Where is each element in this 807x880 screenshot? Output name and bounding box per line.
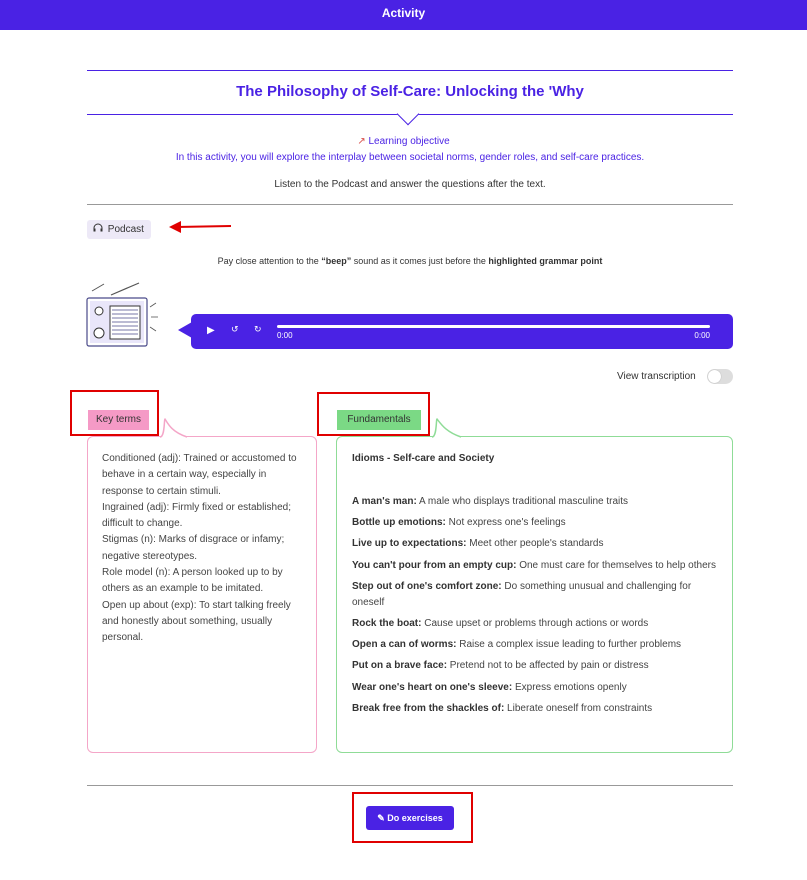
time-total: 0:00	[694, 331, 710, 340]
forward-icon[interactable]: ↻	[254, 324, 262, 334]
fundamentals-term: Break free from the shackles of:	[352, 702, 505, 714]
fundamentals-definition: Cause upset or problems through actions or words	[421, 617, 649, 629]
fundamentals-definition: Raise a complex issue leading to further problems	[456, 639, 682, 651]
rewind-icon[interactable]: ↺	[231, 324, 239, 334]
fundamentals-definition: Liberate oneself from constraints	[504, 702, 653, 714]
podcast-tab-label: Podcast	[107, 224, 144, 235]
edit-icon: ✎	[377, 813, 385, 823]
radio-illustration	[84, 281, 164, 351]
fundamentals-item	[352, 494, 722, 510]
divider-bottom	[87, 785, 733, 786]
top-bar-title: Activity	[381, 6, 426, 20]
fundamentals-definition: Pretend not to be affected by pain or distress	[447, 660, 649, 672]
fundamentals-item	[352, 579, 722, 611]
fundamentals-term: A man's man:	[352, 496, 417, 507]
instruction-text: Listen to the Podcast and answer the questions after the text.	[274, 179, 546, 190]
fundamentals-card	[336, 436, 733, 753]
view-transcription-label: View transcription	[617, 371, 696, 382]
fundamentals-term: Step out of one's comfort zone:	[352, 580, 502, 592]
audio-player	[191, 314, 733, 349]
fundamentals-term: Open a can of worms:	[352, 639, 457, 651]
fundamentals-term: You can't pour from an empty cup:	[352, 559, 517, 571]
key-terms-notch	[160, 418, 188, 438]
fundamentals-heading: Idioms - Self-care and Society	[352, 453, 495, 464]
learning-objective-label-text: Learning objective	[368, 136, 450, 147]
progress-track[interactable]	[277, 325, 710, 328]
toggle-knob	[708, 370, 721, 383]
fundamentals-item	[352, 515, 722, 531]
key-terms-text: Conditioned (adj): Trained or accustomed to behave in a certain way, especially in response to certain stimuli. Ingrained (adj): Firmly fixed or established; difficult to change. Stigmas (n): Marks of disgrace or infamy; negative stereotypes. Role model (n): A person looked up to by others as an example to be imitated. Open up about (exp): To start talking freely and honestly about something, usually personal.	[102, 453, 297, 644]
beep-note-beep: “beep”	[321, 256, 352, 266]
player-tip	[178, 322, 192, 338]
learning-objective-label	[0, 136, 807, 147]
fundamentals-term: Put on a brave face:	[352, 660, 448, 672]
beep-note-mid: sound as it comes just before the	[351, 256, 489, 266]
fundamentals-item	[352, 536, 722, 552]
rocket-icon: ↗	[357, 136, 366, 147]
divider-top	[87, 204, 733, 205]
beep-note	[0, 256, 807, 266]
fundamentals-term: Wear one's heart on one's sleeve:	[352, 681, 513, 693]
fundamentals-item	[352, 637, 722, 653]
headphones-icon	[93, 220, 105, 239]
fundamentals-tag: Fundamentals	[337, 410, 421, 430]
fundamentals-item	[352, 558, 722, 574]
fundamentals-item	[352, 658, 722, 674]
podcast-tab[interactable]	[87, 220, 151, 239]
fundamentals-definition: Express emotions openly	[512, 681, 627, 693]
learning-objective-text: In this activity, you will explore the interplay between societal norms, gender roles, and self-care practices.	[175, 152, 645, 163]
fundamentals-list	[352, 494, 722, 722]
key-terms-card	[87, 436, 317, 753]
fundamentals-term: Live up to expectations:	[352, 538, 467, 550]
time-current: 0:00	[277, 331, 293, 340]
key-terms-tag: Key terms	[88, 410, 149, 430]
do-exercises-label: Do exercises	[387, 813, 443, 823]
fundamentals-item	[352, 680, 722, 696]
fundamentals-notch	[432, 418, 462, 438]
fundamentals-definition: Do something unusual and challenging for oneself	[352, 580, 692, 608]
red-arrow-annotation	[168, 218, 232, 236]
do-exercises-button[interactable]	[366, 806, 454, 830]
fundamentals-item	[352, 701, 722, 717]
fundamentals-term: Rock the boat:	[352, 617, 422, 629]
fundamentals-definition: Not express one's feelings	[445, 517, 566, 529]
fundamentals-definition: One must care for themselves to help others	[516, 559, 716, 571]
play-icon[interactable]: ▶	[207, 325, 215, 336]
fundamentals-item	[352, 616, 722, 632]
top-bar	[0, 0, 807, 30]
view-transcription-toggle[interactable]	[707, 369, 733, 384]
fundamentals-definition: A male who displays traditional masculine traits	[416, 496, 629, 507]
beep-note-pre: Pay close attention to the	[217, 256, 322, 266]
beep-note-highlight: highlighted grammar point	[488, 256, 603, 266]
fundamentals-term: Bottle up emotions:	[352, 517, 446, 529]
fundamentals-definition: Meet other people's standards	[466, 538, 604, 550]
lesson-title: The Philosophy of Self-Care: Unlocking the 'Why	[236, 83, 584, 100]
